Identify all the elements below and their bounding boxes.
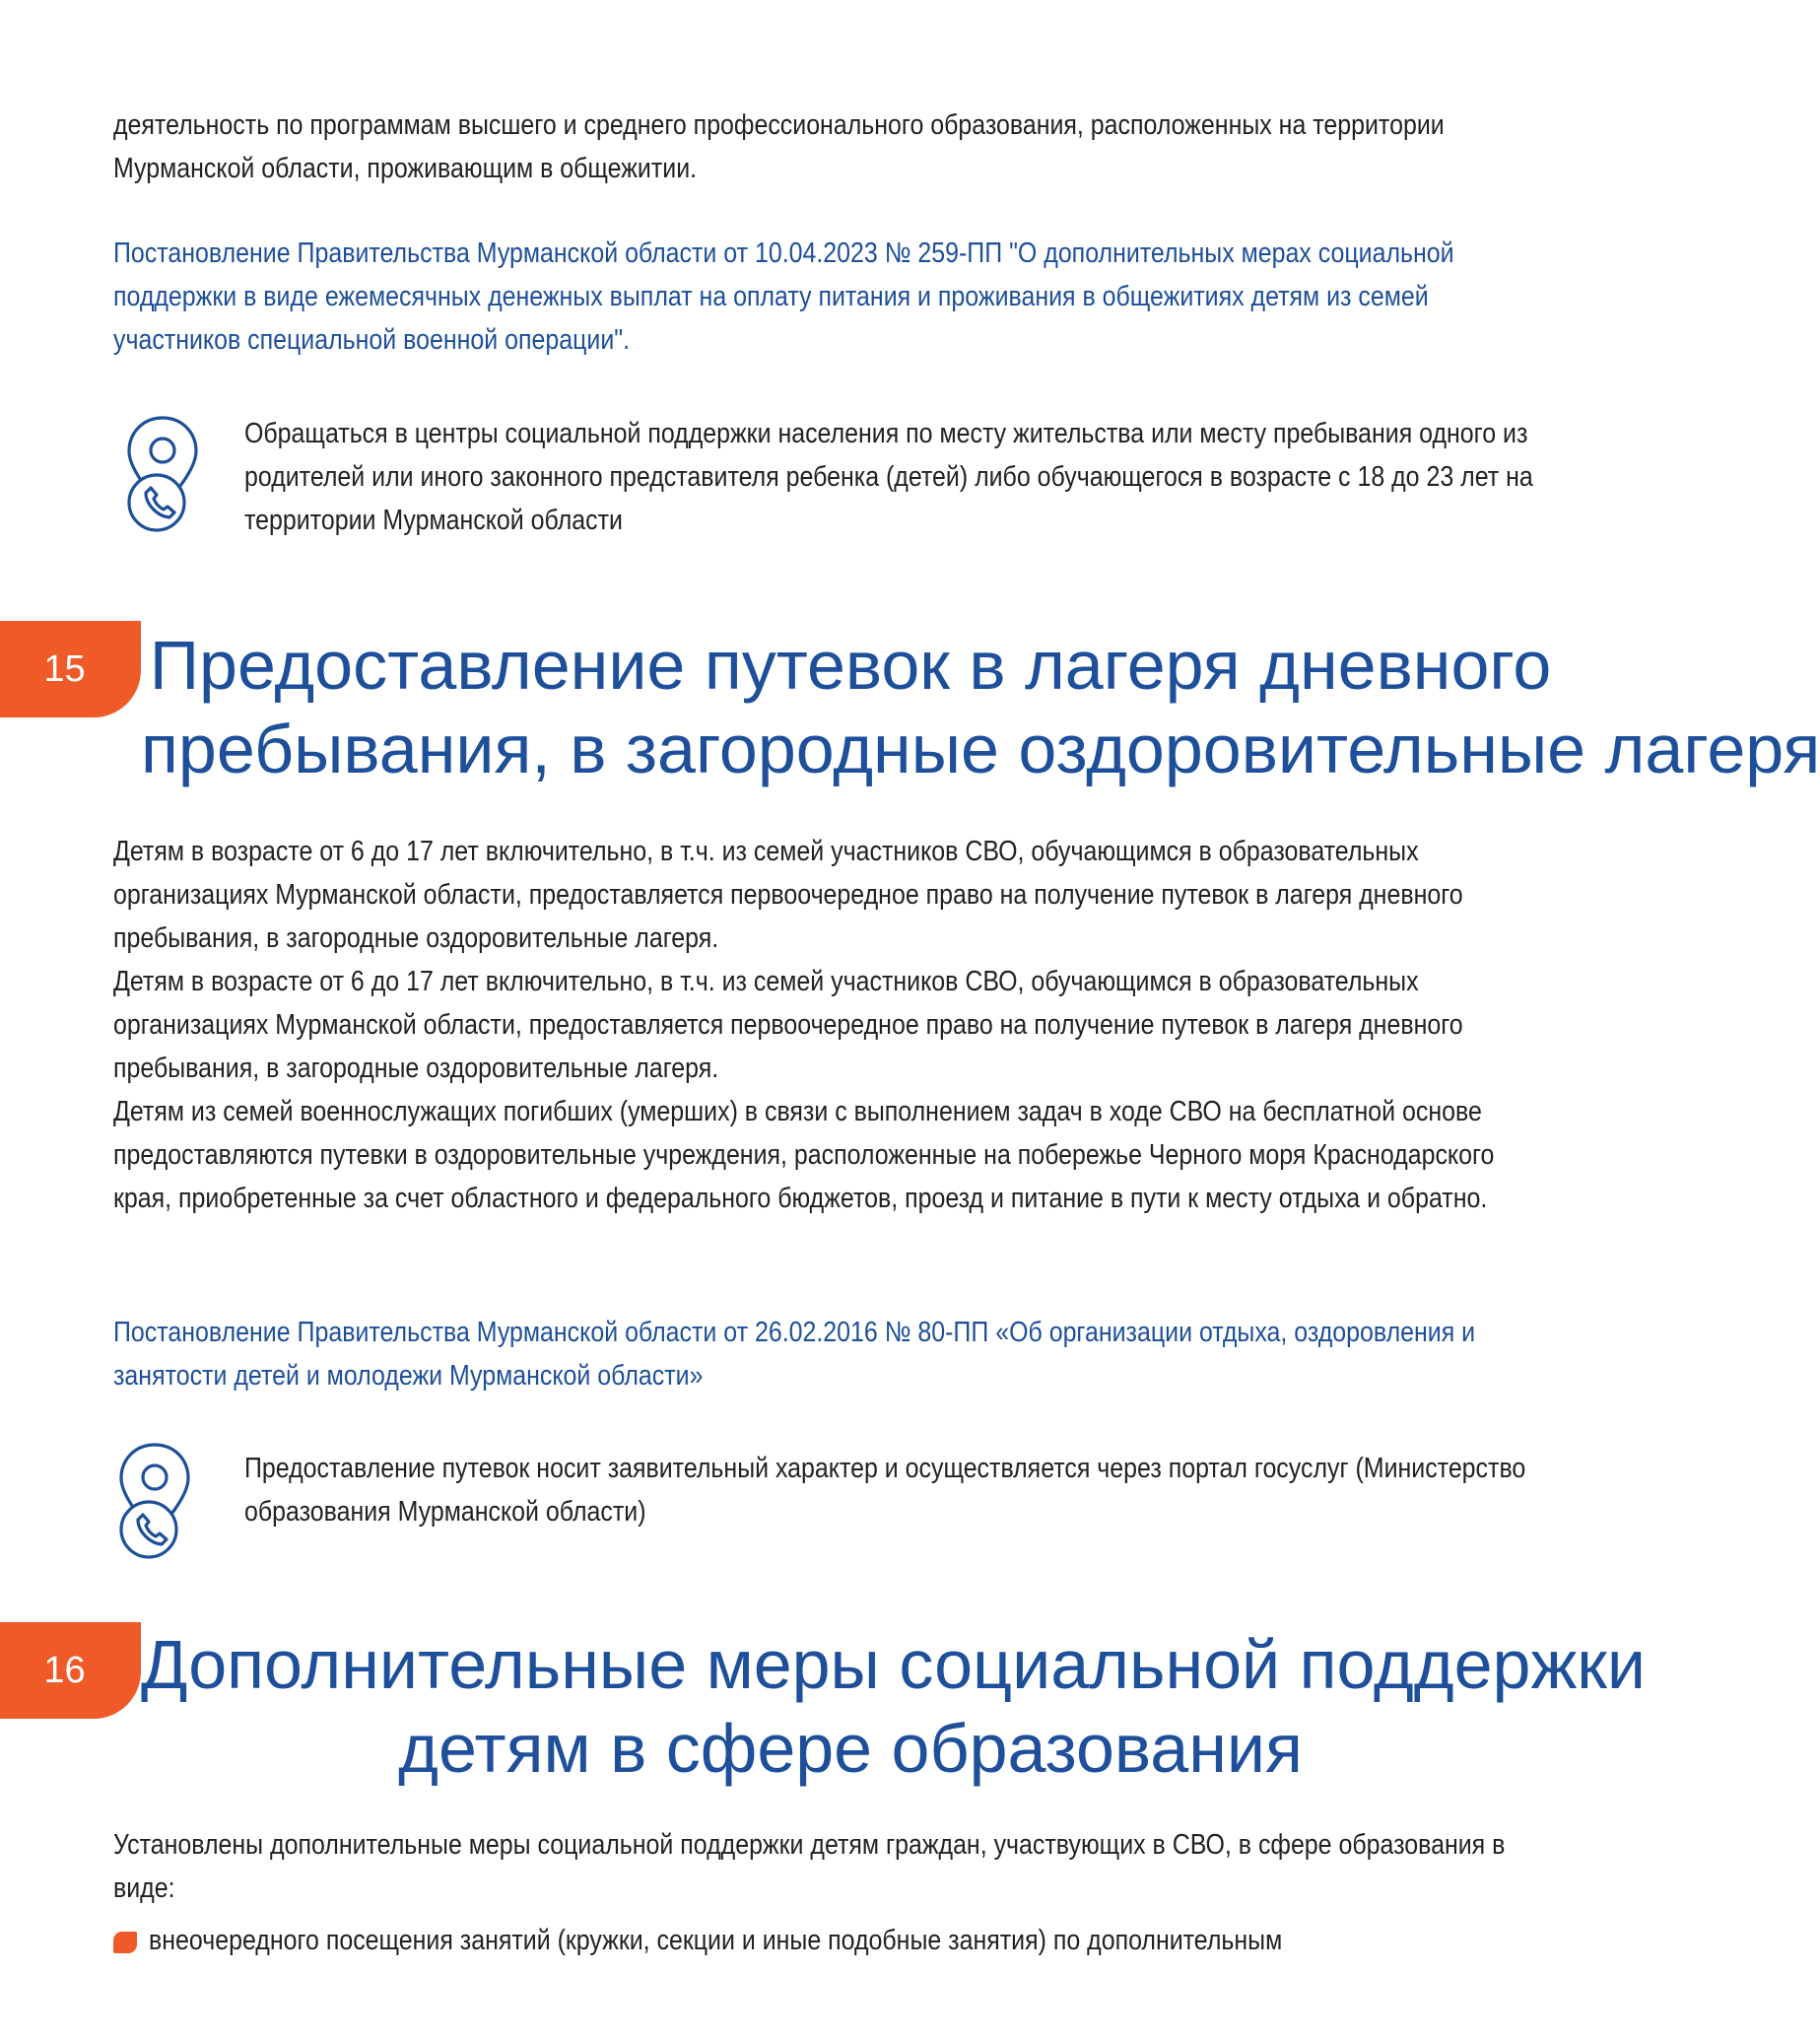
section-title-16-line-2: детям в сфере образования (398, 1710, 1303, 1787)
contact-text-2: Предоставление путевок носит заявительный характер и осуществляется через портал госуслуг (Министерство образования Мурманской области) (244, 1453, 1526, 1528)
bullet-marker-icon (113, 1932, 137, 1953)
section-title-16 (141, 1623, 1647, 1791)
section-15-paragraph: Детям из семей военнослужащих погибших (умерших) в связи с выполнением задач в ходе СВО на бесплатной основе предоставляются путевки в оздоровительные учреждения, расположенные на побережье Черного моря Краснодарского края, приобретенные за счет областного и федерального бюджетов, проезд и питание в пути к месту отдыха и обратно. (113, 1096, 1495, 1214)
section-title-15 (141, 624, 1820, 791)
location-phone-icon (113, 412, 212, 540)
section-16-intro-text: Установлены дополнительные меры социальной поддержки детям граждан, участвующих в СВО, в сфере образования в виде: (113, 1829, 1506, 1904)
location-phone-icon (105, 1439, 204, 1567)
contact-block-1 (113, 412, 1552, 550)
section-number-badge-15: 15 (0, 621, 141, 717)
contact-text-1: Обращаться в центры социальной поддержки населения по месту жительства или месту пребывания одного из родителей или иного законного представителя ребенка (детей) либо обучающегося в возрасте с 18 до 23 лет на территории Мурманской области (244, 418, 1533, 536)
section-15-body (113, 830, 1552, 1220)
section-title-16-line-1: Дополнительные меры социальной поддержки (141, 1626, 1647, 1703)
intro-text: деятельность по программам высшего и среднего профессионального образования, расположенных на территории Мурманской области, проживающим в общежитии. (113, 109, 1445, 184)
bullet-text: внеочередного посещения занятий (кружки, секции и иные подобные занятия) по дополнительным (149, 1925, 1283, 1956)
law-reference-2 (113, 1311, 1552, 1397)
contact-block-2 (113, 1439, 1552, 1567)
section-16-intro (113, 1823, 1552, 1910)
section-15-paragraph: Детям в возрасте от 6 до 17 лет включительно, в т.ч. из семей участников СВО, обучающимся в образовательных организациях Мурманской области, предоставляется первоочередное право на получение путевок в лагеря дневного пребывания, в загородные оздоровительные лагеря. (113, 966, 1463, 1084)
section-15-paragraph: Детям в возрасте от 6 до 17 лет включительно, в т.ч. из семей участников СВО, обучающимся в образовательных организациях Мурманской области, предоставляется первоочередное право на получение путевок в лагеря дневного пребывания, в загородные оздоровительные лагеря. (113, 836, 1463, 954)
intro-block (113, 103, 1552, 190)
section-title-15-line-2: пребывания, в загородные оздоровительные лагеря (141, 711, 1820, 787)
section-title-15-line-1: Предоставление путевок в лагеря дневного (149, 627, 1552, 704)
section-number-badge-16: 16 (0, 1622, 141, 1719)
law-text-1: Постановление Правительства Мурманской области от 10.04.2023 № 259-ПП "О дополнительных мерах социальной поддержки в виде ежемесячных денежных выплат на оплату питания и проживания в общежитиях детям из семей участников специальной военной операции". (113, 238, 1454, 356)
law-text-2: Постановление Правительства Мурманской области от 26.02.2016 № 80-ПП «Об организации отдыха, оздоровления и занятости детей и молодежи Мурманской области» (113, 1317, 1476, 1392)
law-reference-1 (113, 232, 1552, 362)
